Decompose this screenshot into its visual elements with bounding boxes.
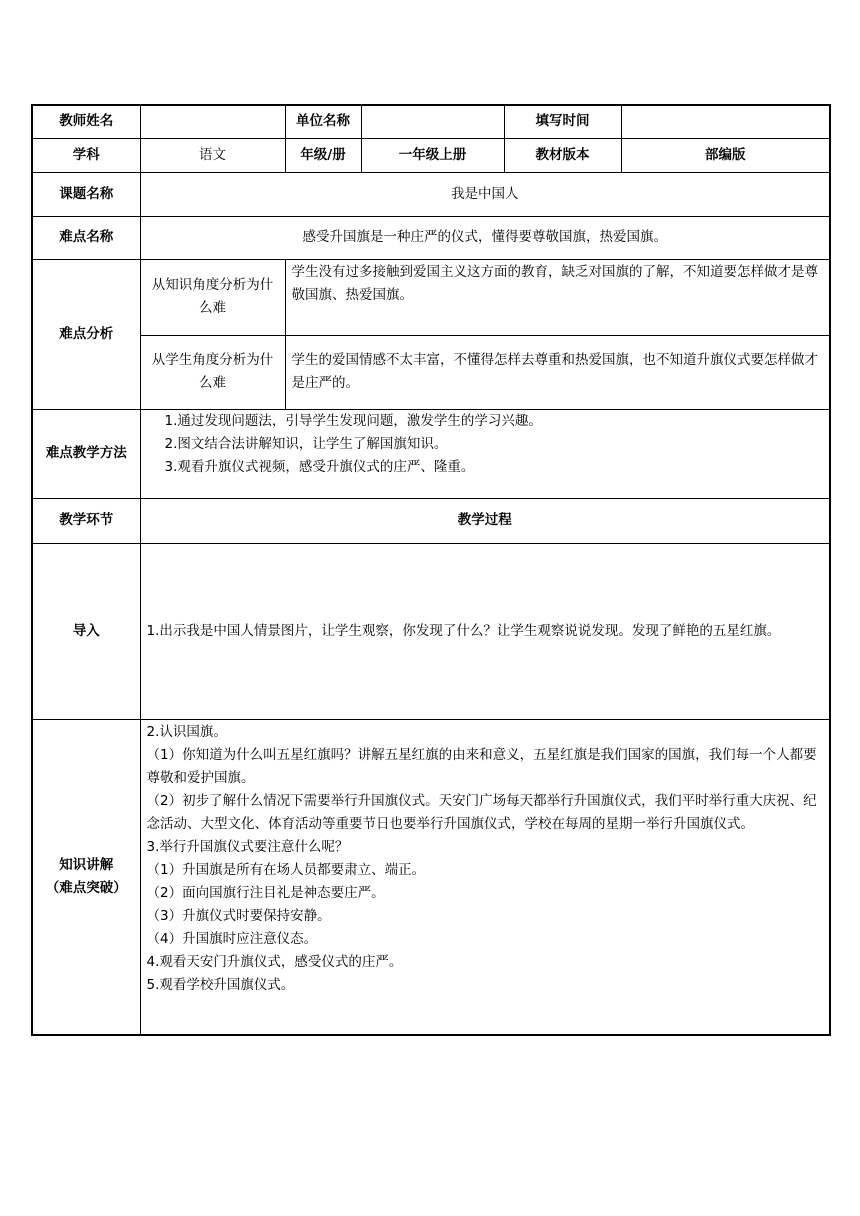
topic-value: 我是中国人 bbox=[140, 172, 830, 216]
methods-list bbox=[140, 409, 830, 498]
unit-name-field[interactable] bbox=[361, 105, 504, 138]
knowledge-label bbox=[32, 719, 140, 1035]
knowledge-line: （1）升国旗是所有在场人员都要肃立、端正。 bbox=[146, 861, 426, 878]
knowledge-label-line1: 知识讲解 bbox=[59, 856, 114, 873]
difficulty-row bbox=[32, 216, 830, 259]
grade-label: 年级/册 bbox=[285, 138, 361, 172]
knowledge-content bbox=[140, 719, 830, 1035]
knowledge-line: （4）升国旗时应注意仪态。 bbox=[146, 930, 318, 947]
knowledge-line: （1）你知道为什么叫五星红旗吗？讲解五星红旗的由来和意义，五星红旗是我们国家的国旗，我们每一个人都要尊敬和爱护国旗。 bbox=[146, 746, 817, 786]
topic-label: 课题名称 bbox=[32, 172, 140, 216]
lesson-plan-table bbox=[31, 104, 831, 1036]
methods-item: 3.观看升旗仪式视频，感受升旗仪式的庄严、隆重。 bbox=[164, 458, 475, 475]
methods-item: 2.图文结合法讲解知识，让学生了解国旗知识。 bbox=[164, 435, 448, 452]
teacher-name-field[interactable] bbox=[140, 105, 285, 138]
header-row-2 bbox=[32, 138, 830, 172]
fill-time-label: 填写时间 bbox=[504, 105, 621, 138]
intro-row bbox=[32, 543, 830, 719]
difficulty-label: 难点名称 bbox=[32, 216, 140, 259]
grade-value: 一年级上册 bbox=[361, 138, 504, 172]
methods-item: 1.通过发现问题法，引导学生发现问题，激发学生的学习兴趣。 bbox=[164, 412, 542, 429]
unit-name-label: 单位名称 bbox=[285, 105, 361, 138]
analysis-student-row bbox=[32, 335, 830, 409]
edition-label: 教材版本 bbox=[504, 138, 621, 172]
subject-label: 学科 bbox=[32, 138, 140, 172]
analysis-label: 难点分析 bbox=[32, 259, 140, 409]
knowledge-line: 3.举行升国旗仪式要注意什么呢？ bbox=[146, 838, 349, 855]
analysis-student-text: 学生的爱国情感不太丰富，不懂得怎样去尊重和热爱国旗，也不知道升旗仪式要怎样做才是庄严的。 bbox=[285, 335, 830, 409]
difficulty-value: 感受升国旗是一种庄严的仪式，懂得要尊敬国旗，热爱国旗。 bbox=[140, 216, 830, 259]
analysis-knowledge-label: 从知识角度分析为什么难 bbox=[140, 259, 285, 335]
analysis-knowledge-row bbox=[32, 259, 830, 335]
knowledge-line: 2.认识国旗。 bbox=[146, 723, 227, 740]
intro-label: 导入 bbox=[32, 543, 140, 719]
knowledge-line: （2）面向国旗行注目礼是神态要庄严。 bbox=[146, 884, 385, 901]
methods-row bbox=[32, 409, 830, 498]
knowledge-label-line2: （难点突破） bbox=[45, 879, 127, 896]
knowledge-line: （2）初步了解什么情况下需要举行升国旗仪式。天安门广场每天都举行升国旗仪式，我们平时举行重大庆祝、纪念活动、大型文化、体育活动等重要节日也要举行升国旗仪式，学校在每周的星期一举行升国旗仪式。 bbox=[146, 792, 817, 832]
knowledge-row bbox=[32, 719, 830, 1035]
process-header-row bbox=[32, 498, 830, 543]
knowledge-line: 5.观看学校升国旗仪式。 bbox=[146, 976, 295, 993]
edition-value: 部编版 bbox=[621, 138, 830, 172]
subject-value: 语文 bbox=[140, 138, 285, 172]
analysis-student-label: 从学生角度分析为什么难 bbox=[140, 335, 285, 409]
lesson-plan-document bbox=[31, 104, 829, 1036]
stage-header: 教学环节 bbox=[32, 498, 140, 543]
topic-row bbox=[32, 172, 830, 216]
header-row-1 bbox=[32, 105, 830, 138]
analysis-knowledge-text: 学生没有过多接触到爱国主义这方面的教育，缺乏对国旗的了解，不知道要怎样做才是尊敬国旗、热爱国旗。 bbox=[285, 259, 830, 335]
knowledge-line: （3）升旗仪式时要保持安静。 bbox=[146, 907, 331, 924]
process-header: 教学过程 bbox=[140, 498, 830, 543]
teacher-name-label: 教师姓名 bbox=[32, 105, 140, 138]
fill-time-field[interactable] bbox=[621, 105, 830, 138]
intro-text: 1.出示我是中国人情景图片，让学生观察，你发现了什么？让学生观察说说发现。发现了鲜艳的五星红旗。 bbox=[140, 543, 830, 719]
methods-label: 难点教学方法 bbox=[32, 409, 140, 498]
knowledge-line: 4.观看天安门升旗仪式，感受仪式的庄严。 bbox=[146, 953, 403, 970]
